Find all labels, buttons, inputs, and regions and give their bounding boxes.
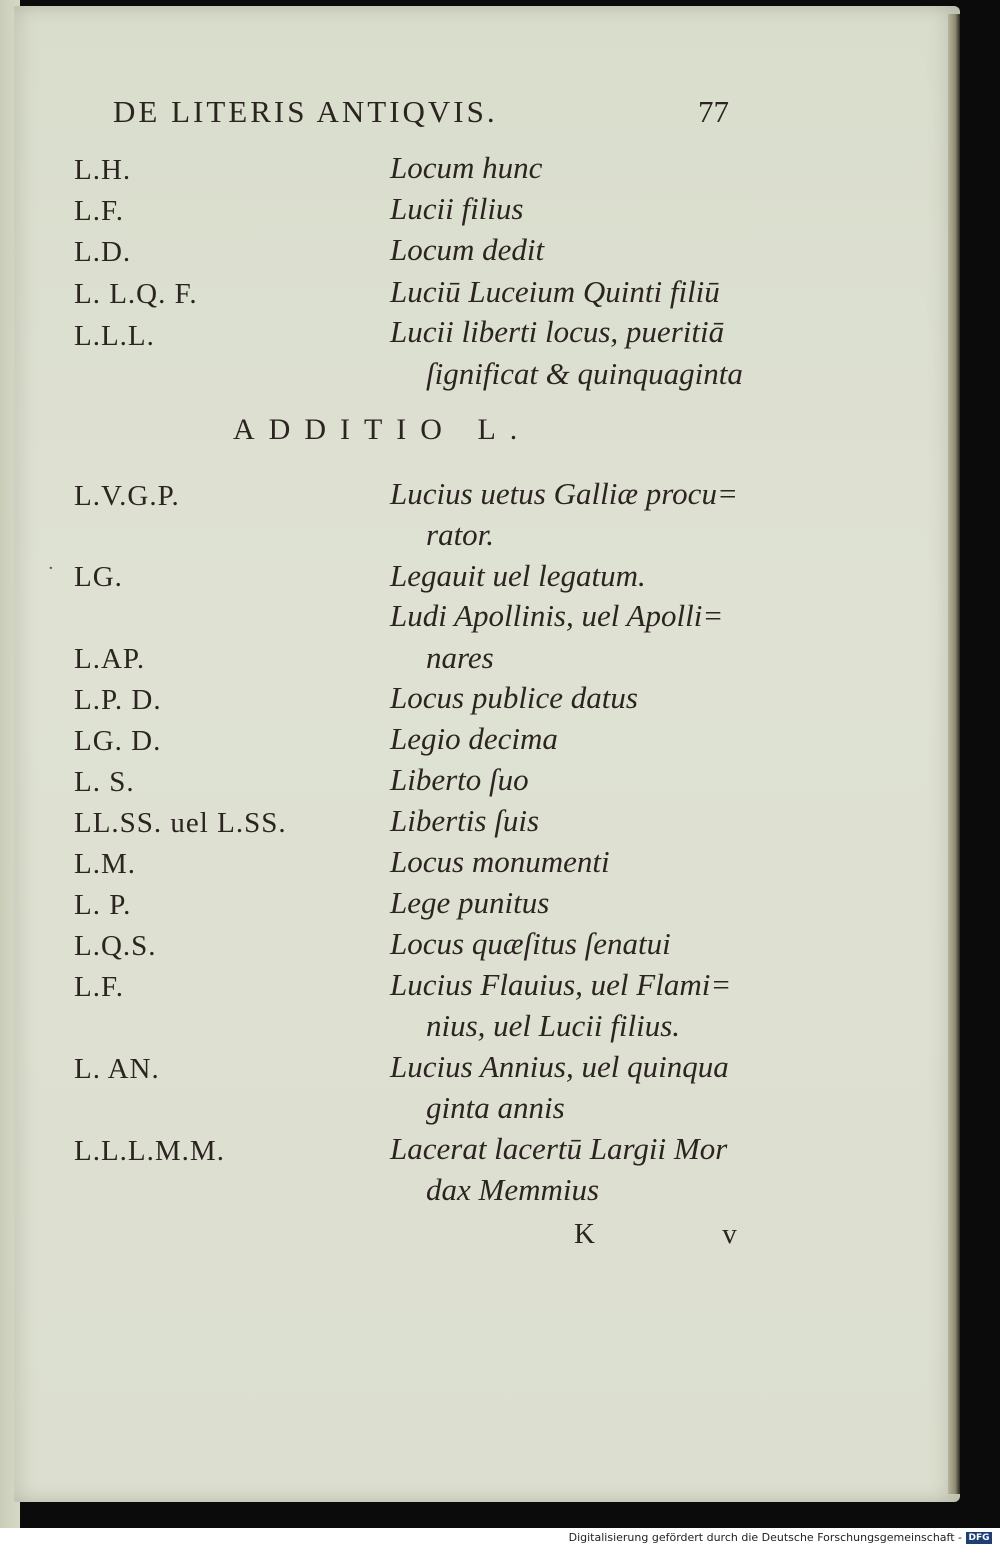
expansion: Lege punitus	[390, 885, 550, 920]
ink-mark: ·	[48, 558, 54, 579]
section-heading: ADDITIO L.	[233, 413, 532, 446]
signature-mark: K v	[574, 1218, 797, 1250]
expansion: Locum hunc	[390, 150, 543, 185]
abbreviation: L.L.L.	[74, 320, 155, 352]
expansion: Liberto ſuo	[390, 762, 529, 797]
digitization-footer	[0, 1528, 1000, 1549]
expansion: Lucius Annius, uel quinqua	[390, 1049, 729, 1084]
expansion-continuation: ginta annis	[426, 1090, 565, 1125]
abbreviation: LG. D.	[74, 725, 162, 757]
expansion-continuation: ſignificat & quinquaginta	[426, 356, 743, 391]
abbreviation: L. S.	[74, 766, 135, 798]
expansion: Locus monumenti	[390, 844, 610, 879]
abbreviation: L. AN.	[74, 1053, 160, 1085]
expansion: Legio decima	[390, 721, 558, 756]
expansion: Ludi Apollinis, uel Apolli=	[390, 598, 724, 633]
abbreviation: L.F.	[74, 195, 125, 227]
abbreviation: L.V.G.P.	[74, 480, 180, 512]
abbreviation: L.Q.S.	[74, 930, 157, 962]
abbreviation: L. P.	[74, 889, 132, 921]
expansion: Locus publice datus	[390, 680, 638, 715]
abbreviation: LG.	[74, 561, 123, 593]
abbreviation: L.M.	[74, 848, 136, 880]
expansion-continuation: nius, uel Lucii filius.	[426, 1008, 681, 1043]
expansion: Locus quæſitus ſenatui	[390, 926, 671, 961]
abbreviation: LL.SS. uel L.SS.	[74, 807, 287, 839]
expansion: Legauit uel legatum.	[390, 558, 646, 593]
abbreviation: L.AP.	[74, 643, 146, 675]
funding-credit: Digitalisierung gefördert durch die Deutsche Forschungsgemeinschaft -	[568, 1531, 962, 1544]
expansion-continuation: dax Memmius	[426, 1172, 600, 1207]
dfg-logo: DFG	[966, 1532, 992, 1544]
expansion: Locum dedit	[390, 232, 545, 267]
expansion-continuation: rator.	[426, 517, 495, 552]
expansion: Libertis ſuis	[390, 803, 540, 838]
abbreviation: L. L.Q. F.	[74, 278, 198, 310]
abbreviation: L.L.L.M.M.	[74, 1135, 225, 1167]
abbreviation: L.F.	[74, 971, 125, 1003]
expansion: Lacerat lacertū Largii Mor	[390, 1131, 728, 1166]
page-number: 77	[698, 94, 729, 129]
expansion: Luciū Luceium Quinti filiū	[390, 274, 720, 309]
expansion: Lucii liberti locus, pueritiā	[390, 314, 725, 349]
page-fore-edge	[948, 14, 960, 1494]
running-head: DE LITERIS ANTIQVIS.	[113, 94, 498, 129]
abbreviation: L.H.	[74, 154, 132, 186]
expansion: Lucius uetus Galliæ procu=	[390, 476, 738, 511]
expansion-continuation: nares	[426, 640, 494, 675]
expansion: Lucii filius	[390, 191, 524, 226]
abbreviation: L.D.	[74, 236, 132, 268]
expansion: Lucius Flauius, uel Flami=	[390, 967, 732, 1002]
abbreviation: L.P. D.	[74, 684, 162, 716]
